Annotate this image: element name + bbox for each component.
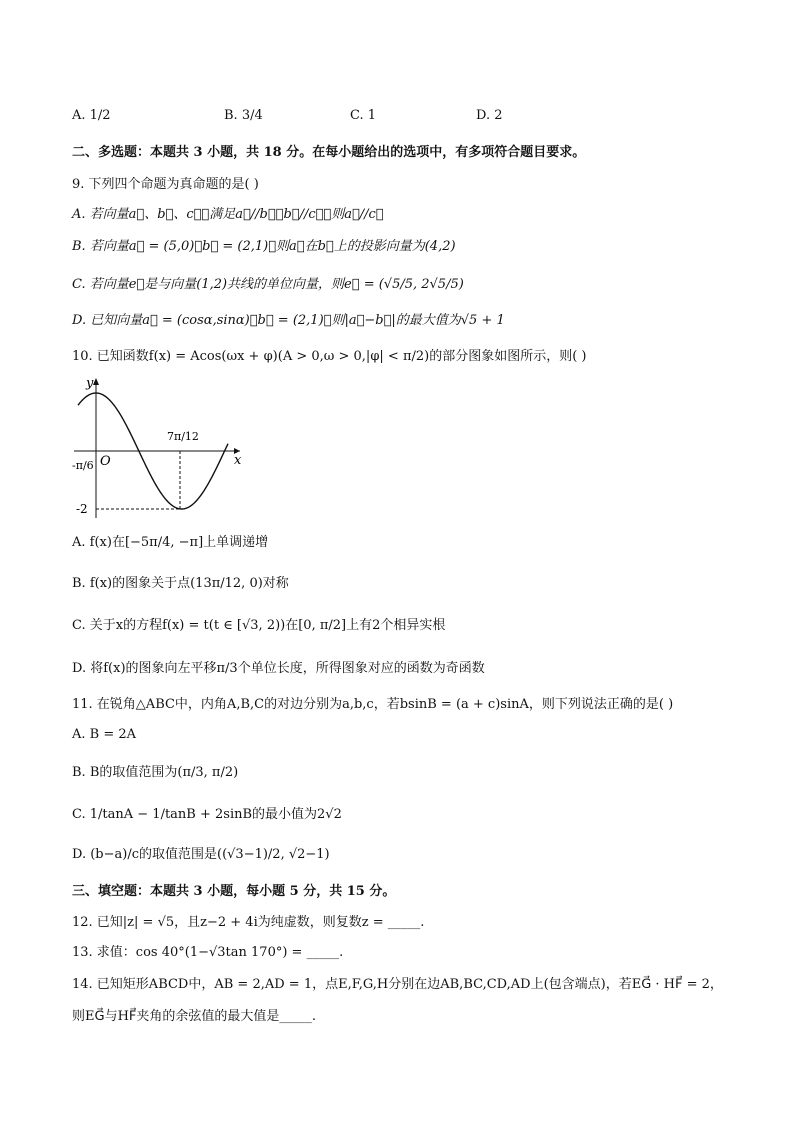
q10-option-a: A. f(x)在[−5π/4, −π]上单调递增	[72, 535, 269, 550]
left-tick-label: -π/6	[72, 459, 94, 472]
q9-option-d: D. 已知向量a⃗ = (cosα,sinα)，b⃗ = (2,1)，则|a⃗−b⃗|的最大值为√5 + 1	[72, 313, 505, 328]
q8-option-a: A. 1/2	[72, 108, 111, 123]
section3-heading: 三、填空题：本题共 3 小题，每小题 5 分，共 15 分。	[72, 884, 396, 899]
section2-heading: 二、多选题：本题共 3 小题，共 18 分。在每小题给出的选项中，有多项符合题目要求。	[72, 145, 586, 160]
q11-option-a: A. B = 2A	[72, 727, 137, 742]
q10-option-b: B. f(x)的图象关于点(13π/12, 0)对称	[72, 576, 289, 591]
origin-label: O	[100, 454, 111, 469]
q11-option-b: B. B的取值范围为(π/3, π/2)	[72, 765, 239, 780]
q11-option-d: D. (b−a)/c的取值范围是((√3−1)/2, √2−1)	[72, 847, 330, 862]
q10-option-d: D. 将f(x)的图象向左平移π/3个单位长度，所得图象对应的函数为奇函数	[72, 661, 485, 676]
q13: 13. 求值：cos 40°(1−√3tan 170°) = _____.	[72, 945, 344, 960]
min-value-label: -2	[76, 502, 88, 516]
right-tick-label: 7π/12	[167, 430, 199, 443]
q11-stem: 11. 在锐角△ABC中，内角A,B,C的对边分别为a,b,c，若bsinB = (a + c)sinA，则下列说法正确的是( )	[72, 697, 674, 712]
q14-line1: 14. 已知矩形ABCD中，AB = 2,AD = 1，点E,F,G,H分别在边AB,BC,CD,AD上(包含端点)，若EG⃗ · HF⃗ = 2，	[72, 977, 723, 992]
q8-option-b: B. 3/4	[224, 108, 263, 123]
x-axis-label: x	[234, 453, 242, 468]
q10-stem: 10. 已知函数f(x) = Acos(ωx + φ)(A > 0,ω > 0,|φ| < π/2)的部分图象如图所示，则( )	[72, 349, 587, 364]
q9-option-a: A. 若向量a⃗、b⃗、c⃗，满足a⃗//b⃗，b⃗//c⃗，则a⃗//c⃗	[72, 207, 384, 222]
q8-option-c: C. 1	[350, 108, 377, 123]
q11-option-c: C. 1/tanA − 1/tanB + 2sinB的最小值为2√2	[72, 807, 342, 822]
y-axis-label: y	[86, 376, 94, 391]
q12: 12. 已知|z| = √5，且z−2 + 4i为纯虚数，则复数z = _____.	[72, 915, 425, 930]
y-axis-arrow	[93, 378, 99, 385]
q14-line2: 则EG⃗与HF⃗夹角的余弦值的最大值是_____.	[72, 1009, 317, 1024]
q9-option-b: B. 若向量a⃗ = (5,0)，b⃗ = (2,1)，则a⃗在b⃗上的投影向量为(4,2)	[72, 239, 456, 254]
q9-stem: 9. 下列四个命题为真命题的是( )	[72, 177, 259, 192]
q10-option-c: C. 关于x的方程f(x) = t(t ∈ [√3, 2))在[0, π/2]上有2个相异实根	[72, 618, 446, 633]
q9-option-c: C. 若向量e⃗是与向量(1,2)共线的单位向量，则e⃗ = (√5/5, 2√5/5)	[72, 277, 464, 292]
cosine-graph	[70, 372, 250, 522]
q8-option-d: D. 2	[476, 108, 503, 123]
